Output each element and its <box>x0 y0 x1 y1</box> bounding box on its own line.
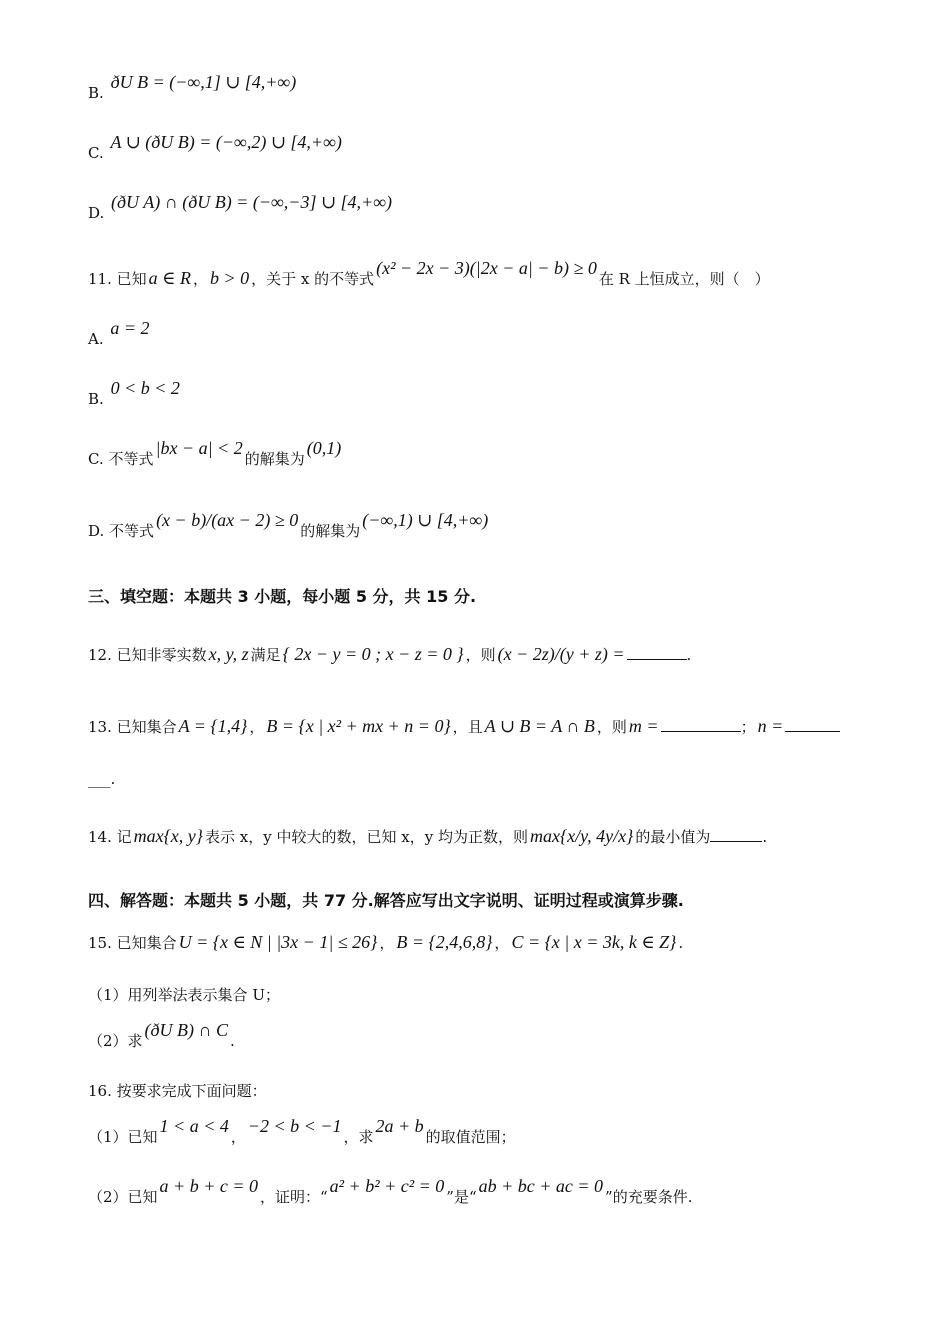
section-4-heading: 四、解答题：本题共 5 小题，共 77 分.解答应写出文字说明、证明过程或演算步骤. <box>88 891 684 910</box>
option-c-prev: C. A ∪ (ðU B) = (−∞,2) ∪ [4,+∞) <box>88 132 342 162</box>
question-15: 15. 已知集合 U = {x ∈ N | |3x − 1| ≤ 26} ， B = {2,4,6,8} ， C = {x | x = 3k, k ∈ Z} . <box>88 932 684 952</box>
q15-part-2: （2）求(ðU B) ∩ C. <box>88 1020 235 1050</box>
question-14: 14. 记 max{x, y} 表示 x，y 中较大的数，已知 x，y 均为正数，则 max{x/y, 4y/x} 的最小值为 . <box>88 826 768 846</box>
q11-option-b: B. 0 < b < 2 <box>88 378 180 408</box>
q13-n-blank[interactable] <box>785 717 840 732</box>
question-11: 11. 已知 a ∈ R ， b > 0 ，关于 x 的不等式(x² − 2x − 3)(|2x − a| − b) ≥ 0在 R 上恒成立，则（ ） <box>88 258 770 288</box>
q11-option-c: C. 不等式|bx − a| < 2的解集为(0,1) <box>88 438 342 468</box>
q13-m-blank[interactable] <box>661 717 741 732</box>
q13-continuation: ___. <box>88 770 116 788</box>
q11-option-a: A. a = 2 <box>88 318 150 348</box>
q11-option-d: D. 不等式(x − b)/(ax − 2) ≥ 0的解集为(−∞,1) ∪ [4,+∞) <box>88 510 489 540</box>
q16-part-2: （2）已知a + b + c = 0，证明：“a² + b² + c² = 0”是“ab + bc + ac = 0”的充要条件. <box>88 1176 693 1206</box>
q16-part-1: （1）已知1 < a < 4，−2 < b < −1，求2a + b的取值范围； <box>88 1116 516 1146</box>
option-b-prev: B. ðU B = (−∞,1] ∪ [4,+∞) <box>88 72 297 102</box>
q14-answer-blank[interactable] <box>710 827 762 842</box>
question-16: 16. 按要求完成下面问题： <box>88 1082 267 1100</box>
question-13: 13. 已知集合 A = {1,4} ， B = {x | x² + mx + n = 0} ，且 A ∪ B = A ∩ B ，则 m = ； n = <box>88 716 840 737</box>
section-3-heading: 三、填空题：本题共 3 小题，每小题 5 分，共 15 分. <box>88 587 477 606</box>
q12-answer-blank[interactable] <box>627 645 687 660</box>
option-d-prev: D. (ðU A) ∩ (ðU B) = (−∞,−3] ∪ [4,+∞) <box>88 192 393 222</box>
question-12: 12. 已知非零实数 x, y, z 满足 { 2x − y = 0 ; x − z = 0 } ，则 (x − 2z)/(y + z) = . <box>88 644 692 664</box>
q15-part-1: （1）用列举法表示集合 U； <box>88 986 280 1004</box>
